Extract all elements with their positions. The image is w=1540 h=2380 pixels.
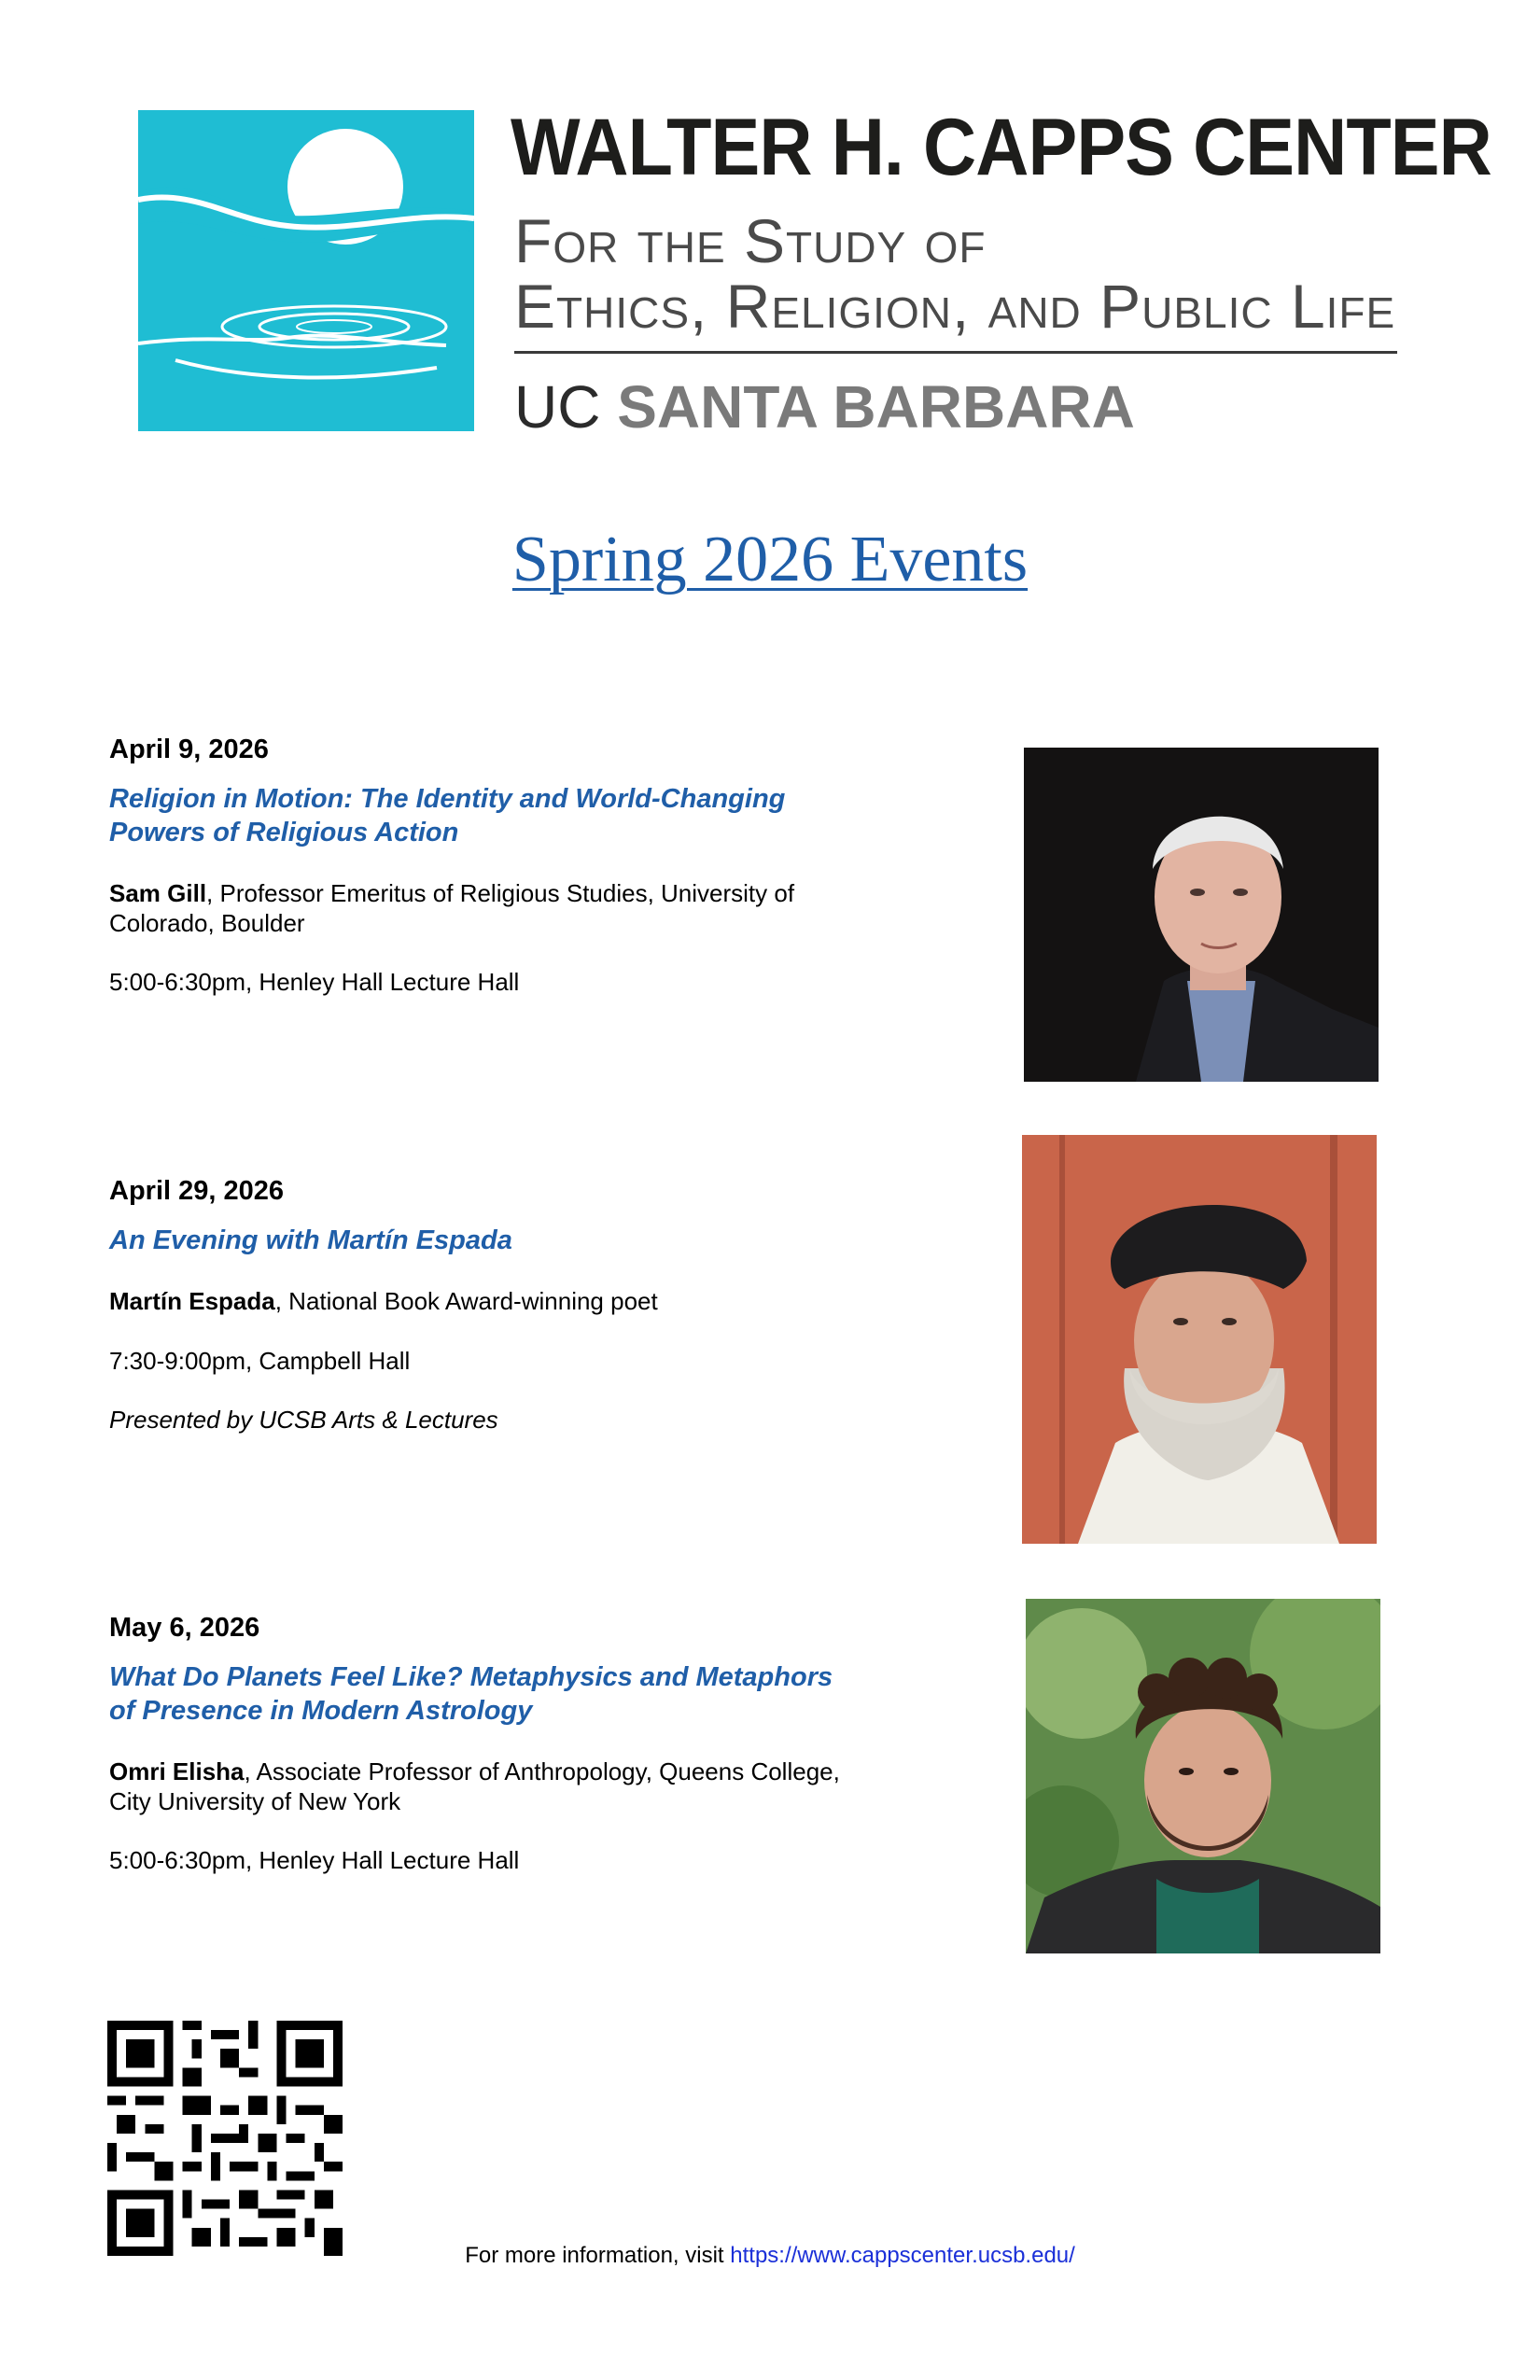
event-1-affiliation: , Professor Emeritus of Religious Studies, University of: [206, 879, 795, 907]
event-3-title-line2: of Presence in Modern Astrology: [109, 1696, 533, 1726]
event-3-title: [109, 1660, 949, 1728]
page-title[interactable]: Spring 2026 Events: [511, 524, 1029, 595]
event-2-speaker-name: Martín Espada: [109, 1287, 275, 1315]
logo-university: [514, 371, 1135, 442]
event-3-title-line1: What Do Planets Feel Like? Metaphysics and Metaphors: [109, 1662, 833, 1692]
event-1-title-line1: Religion in Motion: The Identity and World-Changing: [109, 784, 786, 814]
event-2-presenter-note: Presented by UCSB Arts & Lectures: [109, 1406, 498, 1434]
event-3-speaker-photo: [1026, 1599, 1380, 1953]
logo-subtitle-line2: Ethics, Religion, and Public Life: [514, 272, 1396, 341]
logo-divider: [514, 351, 1397, 354]
event-2-speaker-photo: [1022, 1135, 1377, 1544]
event-3-time-place: 5:00-6:30pm, Henley Hall Lecture Hall: [109, 1846, 520, 1874]
capps-center-logo-mark: [138, 110, 474, 431]
logo-subtitle-line1: For the Study of: [514, 206, 987, 275]
event-1-time-place: 5:00-6:30pm, Henley Hall Lecture Hall: [109, 968, 520, 996]
logo-title: WALTER H. CAPPS CENTER: [511, 103, 1491, 192]
event-3-speaker-name: Omri Elisha: [109, 1757, 245, 1785]
event-1-speaker-name: Sam Gill: [109, 879, 207, 907]
event-2-speaker: [109, 1286, 931, 1316]
footer-info: [0, 2242, 1540, 2270]
event-2-time-place: 7:30-9:00pm, Campbell Hall: [109, 1347, 411, 1375]
footer-text: For more information, visit: [465, 2243, 731, 2268]
event-1-affiliation-line2: Colorado, Boulder: [109, 909, 305, 937]
logo-university-prefix: UC: [514, 373, 618, 441]
event-1-title: [109, 782, 949, 849]
event-3-speaker: [109, 1757, 931, 1816]
event-2-date: April 29, 2026: [109, 1176, 284, 1206]
event-1-date: April 9, 2026: [109, 735, 269, 764]
event-3-affiliation: , Associate Professor of Anthropology, Queens College,: [244, 1757, 840, 1785]
event-1-title-line2: Powers of Religious Action: [109, 818, 459, 847]
event-2-title: An Evening with Martín Espada: [109, 1225, 512, 1255]
footer-website-link[interactable]: https://www.cappscenter.ucsb.edu/: [730, 2243, 1075, 2268]
event-2-affiliation: , National Book Award-winning poet: [274, 1287, 658, 1315]
logo-university-name: SANTA BARBARA: [617, 373, 1135, 441]
event-1-speaker-photo: [1024, 748, 1379, 1082]
event-1-speaker: [109, 878, 931, 938]
event-3-affiliation-line2: City University of New York: [109, 1787, 401, 1815]
event-3-date: May 6, 2026: [109, 1613, 260, 1643]
qr-code[interactable]: [107, 2021, 343, 2256]
